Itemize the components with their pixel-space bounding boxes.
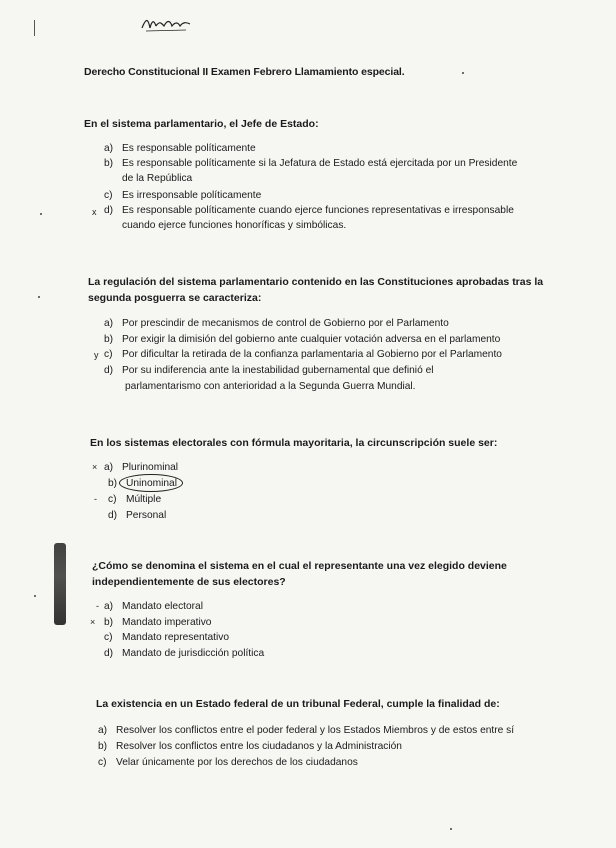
q3-option-a-text: Plurinominal bbox=[122, 462, 179, 473]
q5-option-a-label: a) bbox=[98, 725, 108, 736]
q3-option-c[interactable] bbox=[108, 492, 161, 507]
margin-tick bbox=[34, 20, 35, 36]
q2-option-c-label: c) bbox=[104, 349, 113, 360]
question-5-text: La existencia en un Estado federal de un tribunal Federal, cumple la finalidad de: bbox=[96, 698, 500, 710]
q3-option-d-label: d) bbox=[108, 510, 118, 521]
q4-dash-mark: - bbox=[96, 601, 99, 611]
q4-option-a[interactable] bbox=[104, 599, 203, 614]
q1-option-a[interactable] bbox=[104, 141, 256, 156]
q3-option-d[interactable] bbox=[108, 508, 166, 523]
q1-option-d[interactable] bbox=[104, 203, 514, 218]
q2-option-d[interactable] bbox=[104, 363, 434, 378]
question-2-text-cont: segunda posguerra se caracteriza: bbox=[88, 292, 262, 304]
q2-option-a-text: Por prescindir de mecanismos de control de Gobierno por el Parlamento bbox=[122, 318, 449, 329]
q5-option-b-label: b) bbox=[98, 741, 108, 752]
question-4-text: ¿Cómo se denomina el sistema en el cual el representante una vez elegido deviene bbox=[92, 560, 507, 572]
q1-option-d-continuation: cuando ejerce funciones honoríficas y simbólicas. bbox=[122, 220, 347, 231]
q1-option-b[interactable] bbox=[104, 156, 517, 171]
q2-option-b-text: Por exigir la dimisión del gobierno ante cualquier votación adversa en el parlamento bbox=[122, 334, 501, 345]
q2-option-d-label: d) bbox=[104, 365, 114, 376]
q4-option-c[interactable] bbox=[104, 630, 229, 645]
scan-speck bbox=[40, 213, 42, 215]
q1-option-b-text: Es responsable políticamente si la Jefatura de Estado está ejercitada por un Presidente bbox=[122, 158, 518, 169]
q1-option-b-continuation: de la República bbox=[122, 173, 193, 184]
q1-option-a-text: Es responsable políticamente bbox=[122, 143, 256, 154]
question-4-text-cont: independientemente de sus electores? bbox=[92, 576, 286, 588]
q4-option-c-label: c) bbox=[104, 632, 113, 643]
q3-dash-mark: - bbox=[94, 494, 97, 504]
q4-option-b-label: b) bbox=[104, 617, 114, 628]
q5-option-b-text: Resolver los conflictos entre los ciudadanos y la Administración bbox=[116, 741, 402, 752]
q1-option-d-label: d) bbox=[104, 205, 114, 216]
q1-option-d-text: Es responsable políticamente cuando ejerce funciones representativas e irresponsable bbox=[122, 205, 514, 216]
q3-option-d-text: Personal bbox=[126, 510, 167, 521]
q2-option-c[interactable] bbox=[104, 347, 502, 362]
scan-speck bbox=[462, 72, 464, 74]
q4-option-d-text: Mandato de jurisdicción política bbox=[122, 648, 265, 659]
scan-speck bbox=[450, 828, 452, 830]
q3-option-b[interactable] bbox=[108, 476, 177, 491]
q3-answer-mark: × bbox=[92, 462, 98, 472]
q3-option-b-text: Uninominal bbox=[126, 478, 177, 489]
question-3-text: En los sistemas electorales con fórmula mayoritaria, la circunscripción suele ser: bbox=[90, 437, 498, 449]
q2-option-b[interactable] bbox=[104, 332, 500, 347]
q1-option-b-label: b) bbox=[104, 158, 114, 169]
q2-option-d-text: Por su indiferencia ante la inestabilidad gubernamental que definió el bbox=[122, 365, 434, 376]
q1-option-c[interactable] bbox=[104, 188, 261, 203]
handwritten-signature bbox=[140, 14, 192, 34]
q5-option-c[interactable] bbox=[98, 755, 358, 770]
q4-option-b[interactable] bbox=[104, 615, 211, 630]
ink-blot bbox=[54, 543, 66, 625]
q2-answer-mark: y bbox=[94, 350, 99, 360]
q1-option-c-label: c) bbox=[104, 190, 113, 201]
q3-option-a-label: a) bbox=[104, 462, 114, 473]
q3-option-b-label: b) bbox=[108, 478, 118, 489]
q5-option-a-text: Resolver los conflictos entre el poder federal y los Estados Miembros y de estos entre sí bbox=[116, 725, 515, 736]
q3-option-c-label: c) bbox=[108, 494, 117, 505]
q5-option-c-label: c) bbox=[98, 757, 107, 768]
q2-option-c-text: Por dificultar la retirada de la confianza parlamentaria al Gobierno por el Parlamento bbox=[122, 349, 502, 360]
q1-answer-mark: x bbox=[92, 207, 97, 217]
q4-option-c-text: Mandato representativo bbox=[122, 632, 230, 643]
q4-option-a-label: a) bbox=[104, 601, 114, 612]
exam-title: Derecho Constitucional II Examen Febrero Llamamiento especial. bbox=[84, 66, 405, 78]
q4-option-d-label: d) bbox=[104, 648, 114, 659]
q4-option-b-text: Mandato imperativo bbox=[122, 617, 212, 628]
q1-option-c-text: Es irresponsable políticamente bbox=[122, 190, 262, 201]
q2-option-a-label: a) bbox=[104, 318, 114, 329]
scan-speck bbox=[38, 296, 40, 298]
q1-option-a-label: a) bbox=[104, 143, 114, 154]
question-1-text: En el sistema parlamentario, el Jefe de Estado: bbox=[84, 118, 319, 130]
q3-option-a[interactable] bbox=[104, 460, 178, 475]
q4-answer-mark: × bbox=[90, 617, 96, 627]
q3-option-c-text: Múltiple bbox=[126, 494, 162, 505]
q5-option-b[interactable] bbox=[98, 739, 402, 754]
question-2-text: La regulación del sistema parlamentario contenido en las Constituciones aprobadas tras la bbox=[88, 276, 544, 288]
scan-speck bbox=[34, 595, 36, 597]
q2-option-b-label: b) bbox=[104, 334, 114, 345]
q5-option-a[interactable] bbox=[98, 723, 514, 738]
q4-option-d[interactable] bbox=[104, 646, 264, 661]
q2-option-a[interactable] bbox=[104, 316, 449, 331]
q5-option-c-text: Velar únicamente por los derechos de los ciudadanos bbox=[116, 757, 358, 768]
q2-option-d-continuation: parlamentarismo con anterioridad a la Segunda Guerra Mundial. bbox=[125, 381, 416, 392]
q4-option-a-text: Mandato electoral bbox=[122, 601, 203, 612]
